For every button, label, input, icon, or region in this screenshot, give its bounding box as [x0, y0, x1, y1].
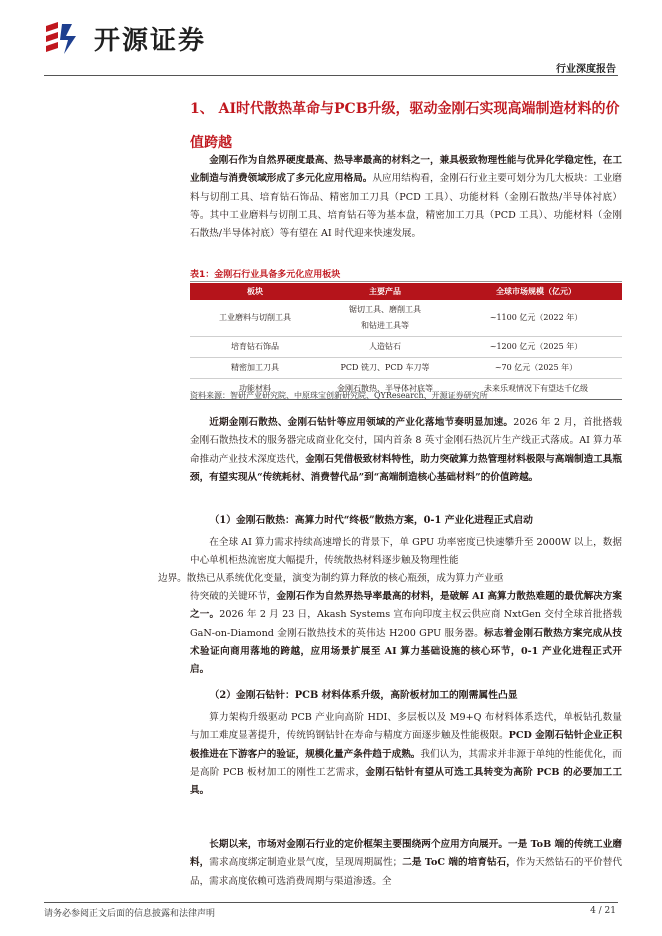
para4-text-2: 我们认为，其需求并非源于单纯的性能优化，而是高阶 PCB 板材加工的刚性工艺需求，: [190, 748, 623, 778]
para4-bold-1: PCD 金刚石钻针企业正积极推进在下游客户的验证，规模化量产条件趋于成熟。: [190, 730, 623, 760]
table-row: [190, 337, 622, 358]
para4-bold-2: 金刚石钻针有望从可选工具转变为高阶 PCB 的必要加工工具。: [190, 766, 623, 797]
paragraph-pricing-framework: [190, 836, 622, 891]
logo-text: 开源证券: [94, 25, 207, 56]
para3-bold-2: 标志着金刚石散热方案完成从技术验证向商用落地的跨越，应用场景扩展至 AI 算力基础设施的核心环节，0-1 产业化进程正式开启。: [190, 627, 623, 676]
para2-bold-1: 近期金刚石散热、金刚石钻针等应用领域的产业化落地节奏明显加速。: [209, 417, 514, 428]
table-cell: 金刚石散热、半导体衬底等: [320, 379, 450, 400]
table-header-cell: 主要产品: [320, 283, 450, 300]
table-header-row: [190, 283, 622, 300]
table-cell: 工业磨料与切削工具: [190, 300, 320, 337]
table-cell: ~1100 亿元（2022 年）: [450, 300, 622, 337]
paragraph-heat-part-1: 在全球 AI 算力需求持续高速增长的背景下，单 GPU 功率密度已快速攀升至 2000W 以上，数据中心单机柜热流密度大幅提升，传统散热材料逐步触及物理性能: [190, 537, 622, 567]
subheading-diamond-heat: （1）金刚石散热：高算力时代“终极”散热方案，0-1 产业化进程正式启动: [209, 515, 533, 526]
table-title-rule: [190, 281, 622, 282]
table-cell: 培育钻石饰品: [190, 337, 320, 358]
section-heading: 1、 AI时代散热革命与PCB升级，驱动金刚石实现高端制造材料的价值跨越: [190, 101, 620, 151]
report-type-label: 行业深度报告: [556, 64, 616, 75]
application-table: [190, 283, 622, 400]
paragraph-industrialization: [190, 414, 622, 487]
subheading-diamond-drill: （2）金刚石钻针：PCB 材料体系升级，高阶板材加工的刚需属性凸显: [209, 690, 518, 701]
paragraph-heat-part-2: [190, 588, 622, 679]
table-cell: ~1200 亿元（2025 年）: [450, 337, 622, 358]
table-cell: 精密加工刀具: [190, 358, 320, 379]
table-source: 资料来源：智研产业研究院、中原珠宝创新研究院、QYResearch、开源证券研究所: [190, 391, 488, 400]
table-row: [190, 300, 622, 337]
table-title: 表1：金刚石行业具备多元化应用板块: [190, 270, 341, 280]
table-cell: 功能材料: [190, 379, 320, 400]
para3-bold-1: 金刚石作为自然界热导率最高的材料，是破解 AI 高算力散热难题的最优解决方案之一。: [190, 591, 623, 621]
paragraph-drill: [190, 709, 622, 800]
page-number: 4 / 21: [590, 906, 616, 916]
company-logo: [44, 20, 206, 56]
paragraph-heat-orphan-line: 边界。散热已从系统优化变量，演变为制约算力释放的核心瓶颈，成为算力产业亟: [158, 573, 504, 584]
para3-text-3: 2026 年 2 月 23 日，Akash Systems 宣布向印度主权云供应商 NxtGen 交付全球首批搭载 GaN-on-Diamond 金刚石散热技术的英伟达 H200 GPU 服务器。: [190, 609, 623, 639]
intro-text: 从应用结构看，金刚石行业主要可划分为几大板块：工业磨料与切削工具、培育钻石饰品、精密加工刀具（PCD 工具）、功能材料（金刚石散热/半导体衬底）等。其中工业磨料与切削工具、培育钻石等为基本盘，精密加工刀具（PCD 工具）、功能材料（金刚石散热/半导体衬底）等有望在 AI 时代迎来快速发展。: [190, 173, 623, 240]
table-cell: ~70 亿元（2025 年）: [450, 358, 622, 379]
para4-text-1: 算力架构升级驱动 PCB 产业向高阶 HDI、多层板以及 M9+Q 布材料体系迭代，单板钻孔数量与加工难度显著提升，传统钨钢钻针在寿命与精度方面逐步触及性能极限。: [190, 712, 622, 742]
table-cell: PCD 铣刀、PCD 车刀等: [320, 358, 450, 379]
table-header-cell: 全球市场规模（亿元）: [450, 283, 622, 300]
para5-text-1: 需求高度绑定制造业景气度，呈现周期属性；: [209, 857, 403, 869]
logo-mark-icon: [44, 20, 88, 56]
para2-bold-2: 金刚石凭借极致材料特性，助力突破算力热管理材料极限与高端制造工具瓶颈，有望实现从“传统耗材、消费替代品”到“高端制造核心基础材料”的价值跨越。: [190, 453, 623, 483]
table-cell: 未来乐观情况下有望达千亿级: [450, 379, 622, 400]
intro-paragraph: [190, 152, 622, 243]
para5-bold-1: 长期以来，市场对金刚石行业的定价框架主要围绕两个应用方向展开。一是 ToB 端的传统工业磨料，: [190, 839, 622, 869]
para2-text-1: 2026 年 2 月，首批搭载金刚石散热技术的服务器完成商业化交付，国内首条 8 英寸金刚石热沉片生产线正式落成。AI 算力革命推动产业技术深度迭代，: [190, 417, 623, 465]
para5-bold-2: 二是 ToC 端的培育钻石，: [402, 857, 516, 869]
header-divider: [44, 75, 618, 76]
intro-bold: 金刚石作为自然界硬度最高、热导率最高的材料之一，兼具极致物理性能与优异化学稳定性，在工业制造与消费领域形成了多元化应用格局。: [190, 155, 622, 185]
table-row: [190, 358, 622, 379]
para3-text-2: 待突破的关键环节，: [190, 591, 277, 602]
footer-disclaimer: 请务必参阅正文后面的信息披露和法律声明: [44, 909, 216, 919]
table-cell: 锯切工具、磨削工具和钻进工具等: [320, 300, 450, 337]
footer-divider: [44, 902, 618, 903]
para5-text-2: 作为天然钻石的平价替代品，需求高度依赖可选消费周期与渠道渗透。全: [190, 857, 623, 887]
table-cell: 人造钻石: [320, 337, 450, 358]
table-header-cell: 板块: [190, 283, 320, 300]
